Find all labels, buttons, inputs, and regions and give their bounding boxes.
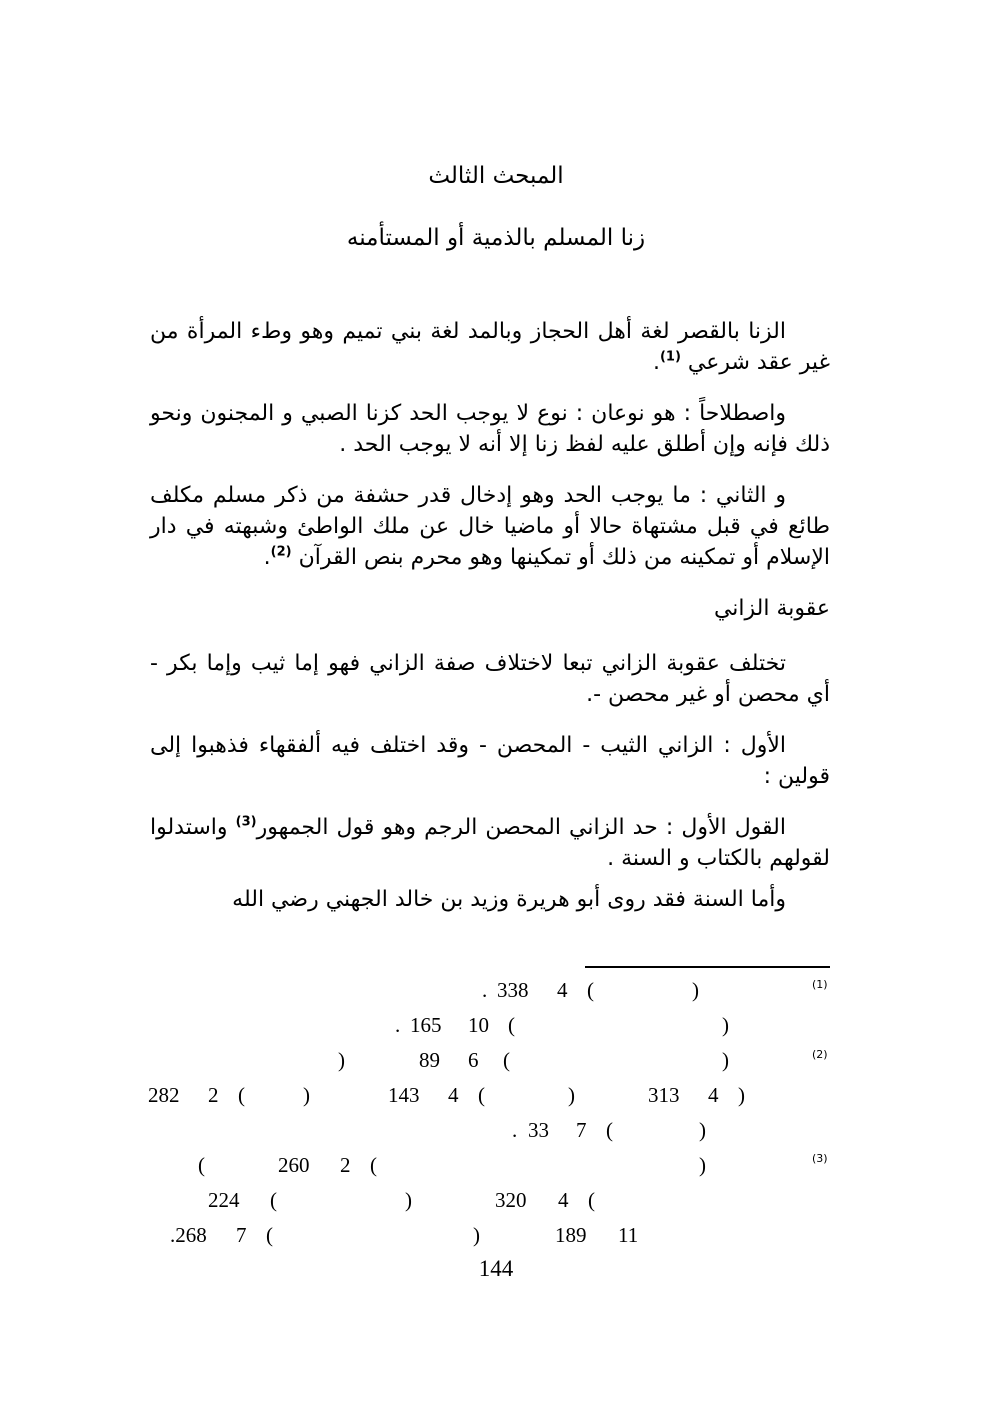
footnote-token: ) <box>692 978 699 1002</box>
footnote-token: ) <box>338 1048 345 1072</box>
footnote-line <box>140 1083 760 1113</box>
footnote-token: 2 <box>340 1153 351 1177</box>
footnote-token: ( <box>478 1083 485 1107</box>
footnote-token: ) <box>699 1118 706 1142</box>
paragraph-text: الزنا بالقصر لغة أهل الحجاز وبالمد لغة بني تميم وهو وطء المرأة من غير عقد شرعي <box>150 319 830 375</box>
footnote-token: 320 <box>495 1188 527 1212</box>
footnote-token: ) <box>303 1083 310 1107</box>
footnote-ref: (1) <box>659 349 681 365</box>
paragraph-text: وأما السنة فقد روى أبو هريرة وزيد بن خالد الجهني رضي الله <box>232 887 786 912</box>
footnote-token: 11 <box>618 1223 639 1247</box>
footnote-token: ( <box>508 1013 515 1037</box>
footnote-token: ( <box>270 1188 277 1212</box>
footnote-token: 89 <box>419 1048 440 1072</box>
footnote-token: 4 <box>558 1188 569 1212</box>
footnote-token: . <box>512 1118 518 1142</box>
footnote-token: ) <box>722 1048 729 1072</box>
footnote-token: ( <box>588 1188 595 1212</box>
footnote-token: ( <box>198 1153 205 1177</box>
paragraph-second-type <box>150 480 830 573</box>
footnote-token: 10 <box>468 1013 489 1037</box>
footnote-token: ) <box>699 1153 706 1177</box>
footnote-token: 6 <box>468 1048 479 1072</box>
section-title: المبحث الثالث <box>428 163 564 189</box>
footnote-token: 313 <box>648 1083 680 1107</box>
footnote-token: ) <box>568 1083 575 1107</box>
paragraph-text: القول الأول : حد الزاني المحصن الرجم وهو قول الجمهور <box>256 815 786 840</box>
footnote-token: . <box>482 978 488 1002</box>
footnote-mark: (1) <box>812 978 828 991</box>
paragraph-punishment <box>150 648 830 710</box>
footnote-token: ) <box>473 1223 480 1247</box>
footnote-token: .268 <box>170 1223 207 1247</box>
paragraph-first-opinion <box>150 812 830 874</box>
subsection-title: عقوبة الزاني <box>713 596 830 621</box>
footnote-line <box>140 1153 760 1183</box>
footnote-token: 165 <box>410 1013 442 1037</box>
footnote-mark: (2) <box>812 1048 828 1061</box>
footnote-token: . <box>395 1013 401 1037</box>
footnote-token: ( <box>238 1083 245 1107</box>
footnote-token: ( <box>503 1048 510 1072</box>
footnote-token: 4 <box>448 1083 459 1107</box>
footnote-line <box>140 978 760 1008</box>
paragraph-text: الأول : الزاني الثيب - المحصن - وقد اختلف فيه ألفقهاء فذهبوا إلى قولين : <box>150 733 830 789</box>
footnote-token: 282 <box>148 1083 180 1107</box>
footnote-token: 4 <box>557 978 568 1002</box>
footnote-line <box>140 1048 760 1078</box>
paragraph-text: تختلف عقوبة الزاني تبعا لاختلاف صفة الزاني فهو إما ثيب وإما بكر - أي محصن أو غير محصن -. <box>150 651 830 707</box>
footnote-token: ) <box>405 1188 412 1212</box>
footnote-token: ( <box>266 1223 273 1247</box>
footnote-token: 260 <box>278 1153 310 1177</box>
footnote-token: 7 <box>236 1223 247 1247</box>
footnote-token: 224 <box>208 1188 240 1212</box>
paragraph-terminology <box>150 398 830 460</box>
paragraph-text: واصطلاحاً : هو نوعان : نوع لا يوجب الحد كزنا الصبي و المجنون ونحو ذلك فإنه وإن أطلق عليه لفظ زنا إلا أنه لا يوجب الحد . <box>150 401 830 457</box>
paragraph-first <box>150 730 830 792</box>
page-number: 144 <box>478 1256 514 1281</box>
footnote-token: 33 <box>528 1118 549 1142</box>
footnote-token: 4 <box>708 1083 719 1107</box>
footnote-token: ( <box>606 1118 613 1142</box>
paragraph-sunnah <box>150 884 830 915</box>
footnote-line <box>140 1188 760 1218</box>
footnote-line <box>140 1223 760 1253</box>
footnote-line <box>140 1013 760 1043</box>
footnote-token: ( <box>370 1153 377 1177</box>
footnote-ref: (2) <box>270 544 292 560</box>
footnote-token: ) <box>722 1013 729 1037</box>
paragraph-end: . <box>263 545 271 570</box>
footnote-separator <box>585 966 830 968</box>
paragraph-text: و الثاني : ما يوجب الحد وهو إدخال قدر حشفة من ذكر مسلم مكلف طائع في قبل مشتهاة حالا أو ماضيا خال عن ملك الواطئ وشبهته في دار الإسلام أو تمكينه من ذلك أو تمكينها وهو محرم بنص القرآن <box>150 483 830 570</box>
footnote-token: 143 <box>388 1083 420 1107</box>
footnote-line <box>140 1118 760 1148</box>
footnote-token: ) <box>738 1083 745 1107</box>
chapter-title: زنا المسلم بالذمية أو المستأمنه <box>346 225 646 251</box>
paragraph-zina-definition <box>150 316 830 378</box>
footnote-token: 7 <box>576 1118 587 1142</box>
paragraph-end: واستدلوا لقولهم بالكتاب و السنة . <box>150 815 830 871</box>
footnote-token: ( <box>587 978 594 1002</box>
footnote-token: 2 <box>208 1083 219 1107</box>
footnote-ref: (3) <box>235 814 257 830</box>
footnote-token: 189 <box>555 1223 587 1247</box>
footnote-token: 338 <box>497 978 529 1002</box>
footnote-mark: (3) <box>812 1152 828 1165</box>
paragraph-end: . <box>652 350 660 375</box>
